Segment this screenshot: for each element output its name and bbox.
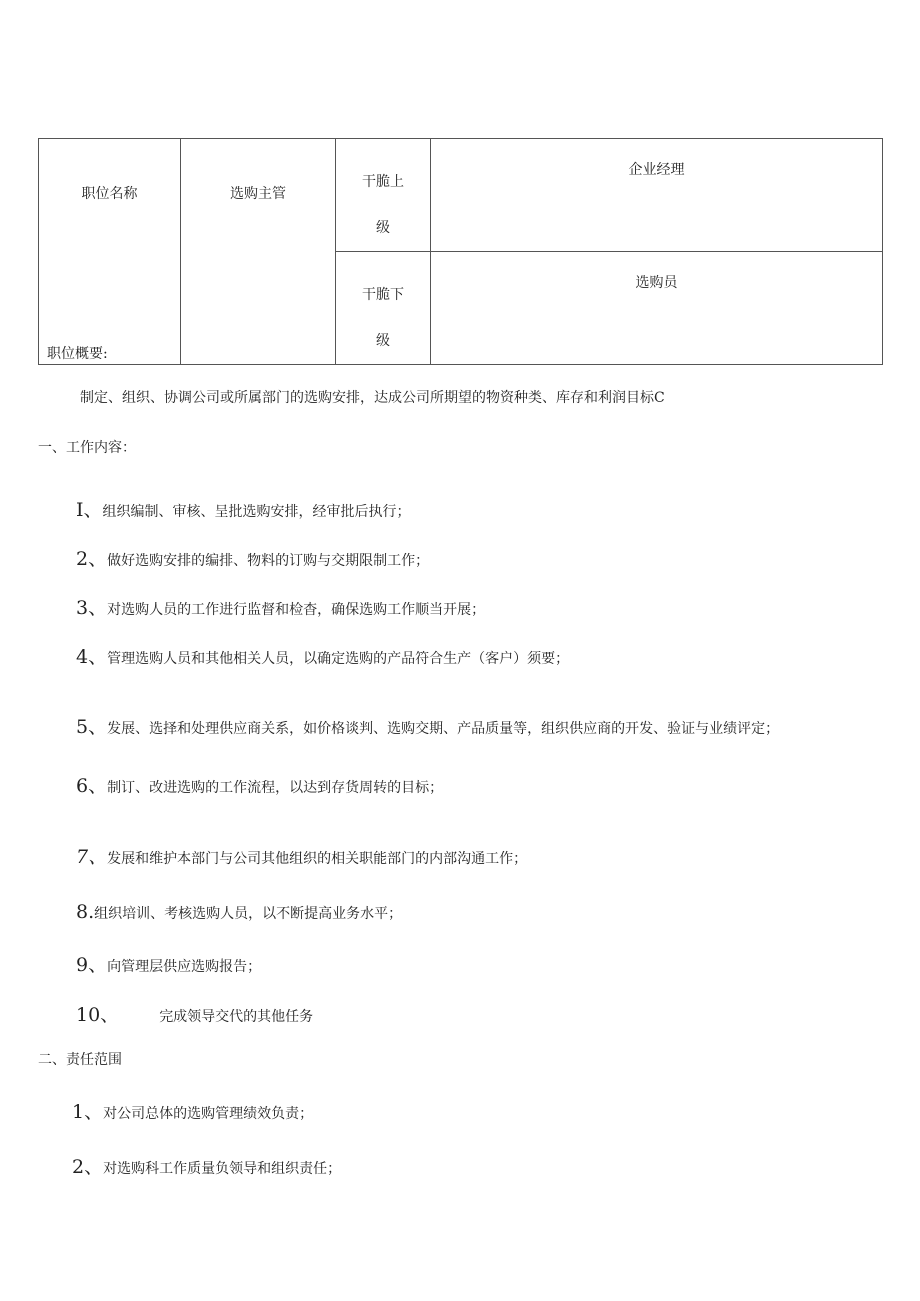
list-item	[72, 1097, 313, 1124]
item-number: 1、	[72, 1101, 104, 1123]
item-number: 3、	[76, 597, 108, 619]
item-number: 6、	[76, 775, 108, 797]
list-item	[76, 950, 261, 977]
summary-text: 制定、组织、协调公司或所属部门的选购安排，达成公司所期望的物资种类、库存和利润目标C	[80, 390, 665, 406]
list-item	[76, 1000, 313, 1027]
subordinate-label-line1: 干脆下	[362, 287, 404, 303]
superior-value: 企业经理	[628, 162, 685, 178]
superior-label-line1: 干脆上	[362, 174, 404, 190]
position-value-cell	[181, 139, 336, 365]
section1-heading: 一、工作内容：	[38, 440, 136, 456]
list-item	[76, 712, 779, 739]
position-label: 职位名称	[81, 186, 138, 202]
item-text: 对选购人员的工作进行监督和检杳，确保选购工作顺当开展；	[107, 602, 486, 618]
list-item	[76, 495, 411, 522]
item-text: 向管理层供应选购报告；	[107, 959, 262, 975]
item-number: 4、	[76, 646, 108, 668]
list-item	[76, 642, 569, 669]
item-text: 管理选购人员和其他相关人员，以确定选购的产品符合生产（客户）须要；	[107, 651, 570, 667]
position-value: 选购主管	[230, 186, 286, 202]
subordinate-label-line2: 级	[376, 333, 390, 349]
item-number: 2、	[72, 1156, 104, 1178]
list-item	[76, 901, 402, 923]
item-text: 制订、改进选购的工作流程，以达到存货周转的目标；	[107, 780, 444, 796]
item-text: 对选购科工作质量负领导和组织责任；	[103, 1161, 342, 1177]
list-item	[76, 842, 527, 869]
subordinate-label-cell	[336, 252, 431, 365]
item-text: 完成领导交代的其他任务	[159, 1009, 314, 1025]
item-text: 组织编制、审核、呈批选购安排，经审批后执行；	[102, 504, 411, 520]
item-number: 9、	[76, 954, 108, 976]
item-number: 5、	[76, 716, 108, 738]
list-item	[76, 593, 485, 620]
list-item	[76, 771, 443, 798]
superior-label-cell	[336, 139, 431, 252]
item-number: 2、	[76, 548, 108, 570]
superior-label-line2: 级	[376, 220, 390, 236]
section2-heading: 二、责任范围	[38, 1052, 122, 1068]
list-item	[76, 544, 429, 571]
item-text: 组织培训、考核选购人员，以不断提高业务水平；	[94, 906, 403, 922]
superior-value-cell	[431, 139, 883, 252]
position-info-table	[38, 138, 883, 365]
item-text: 做好选购安排的编排、物料的订购与交期限制工作；	[107, 553, 430, 569]
list-item	[72, 1152, 341, 1179]
item-number: 10、	[76, 1004, 120, 1026]
position-label-cell	[39, 139, 181, 365]
item-text: 发展、选择和处理供应商关系，如价格谈判、选购交期、产品质量等，组织供应商的开发、验证与业绩评定；	[107, 721, 780, 737]
item-number: 8.	[76, 901, 95, 923]
item-text: 对公司总体的选购管理绩效负责；	[103, 1106, 314, 1122]
item-text: 发展和维护本部门与公司其他组织的相关职能部门的内部沟通工作；	[107, 851, 528, 867]
subordinate-value-cell	[431, 252, 883, 365]
summary-heading: 职位概要:	[47, 346, 108, 362]
item-number: I、	[76, 499, 103, 521]
subordinate-value: 选购员	[635, 275, 678, 291]
item-number: 7、	[76, 846, 108, 868]
